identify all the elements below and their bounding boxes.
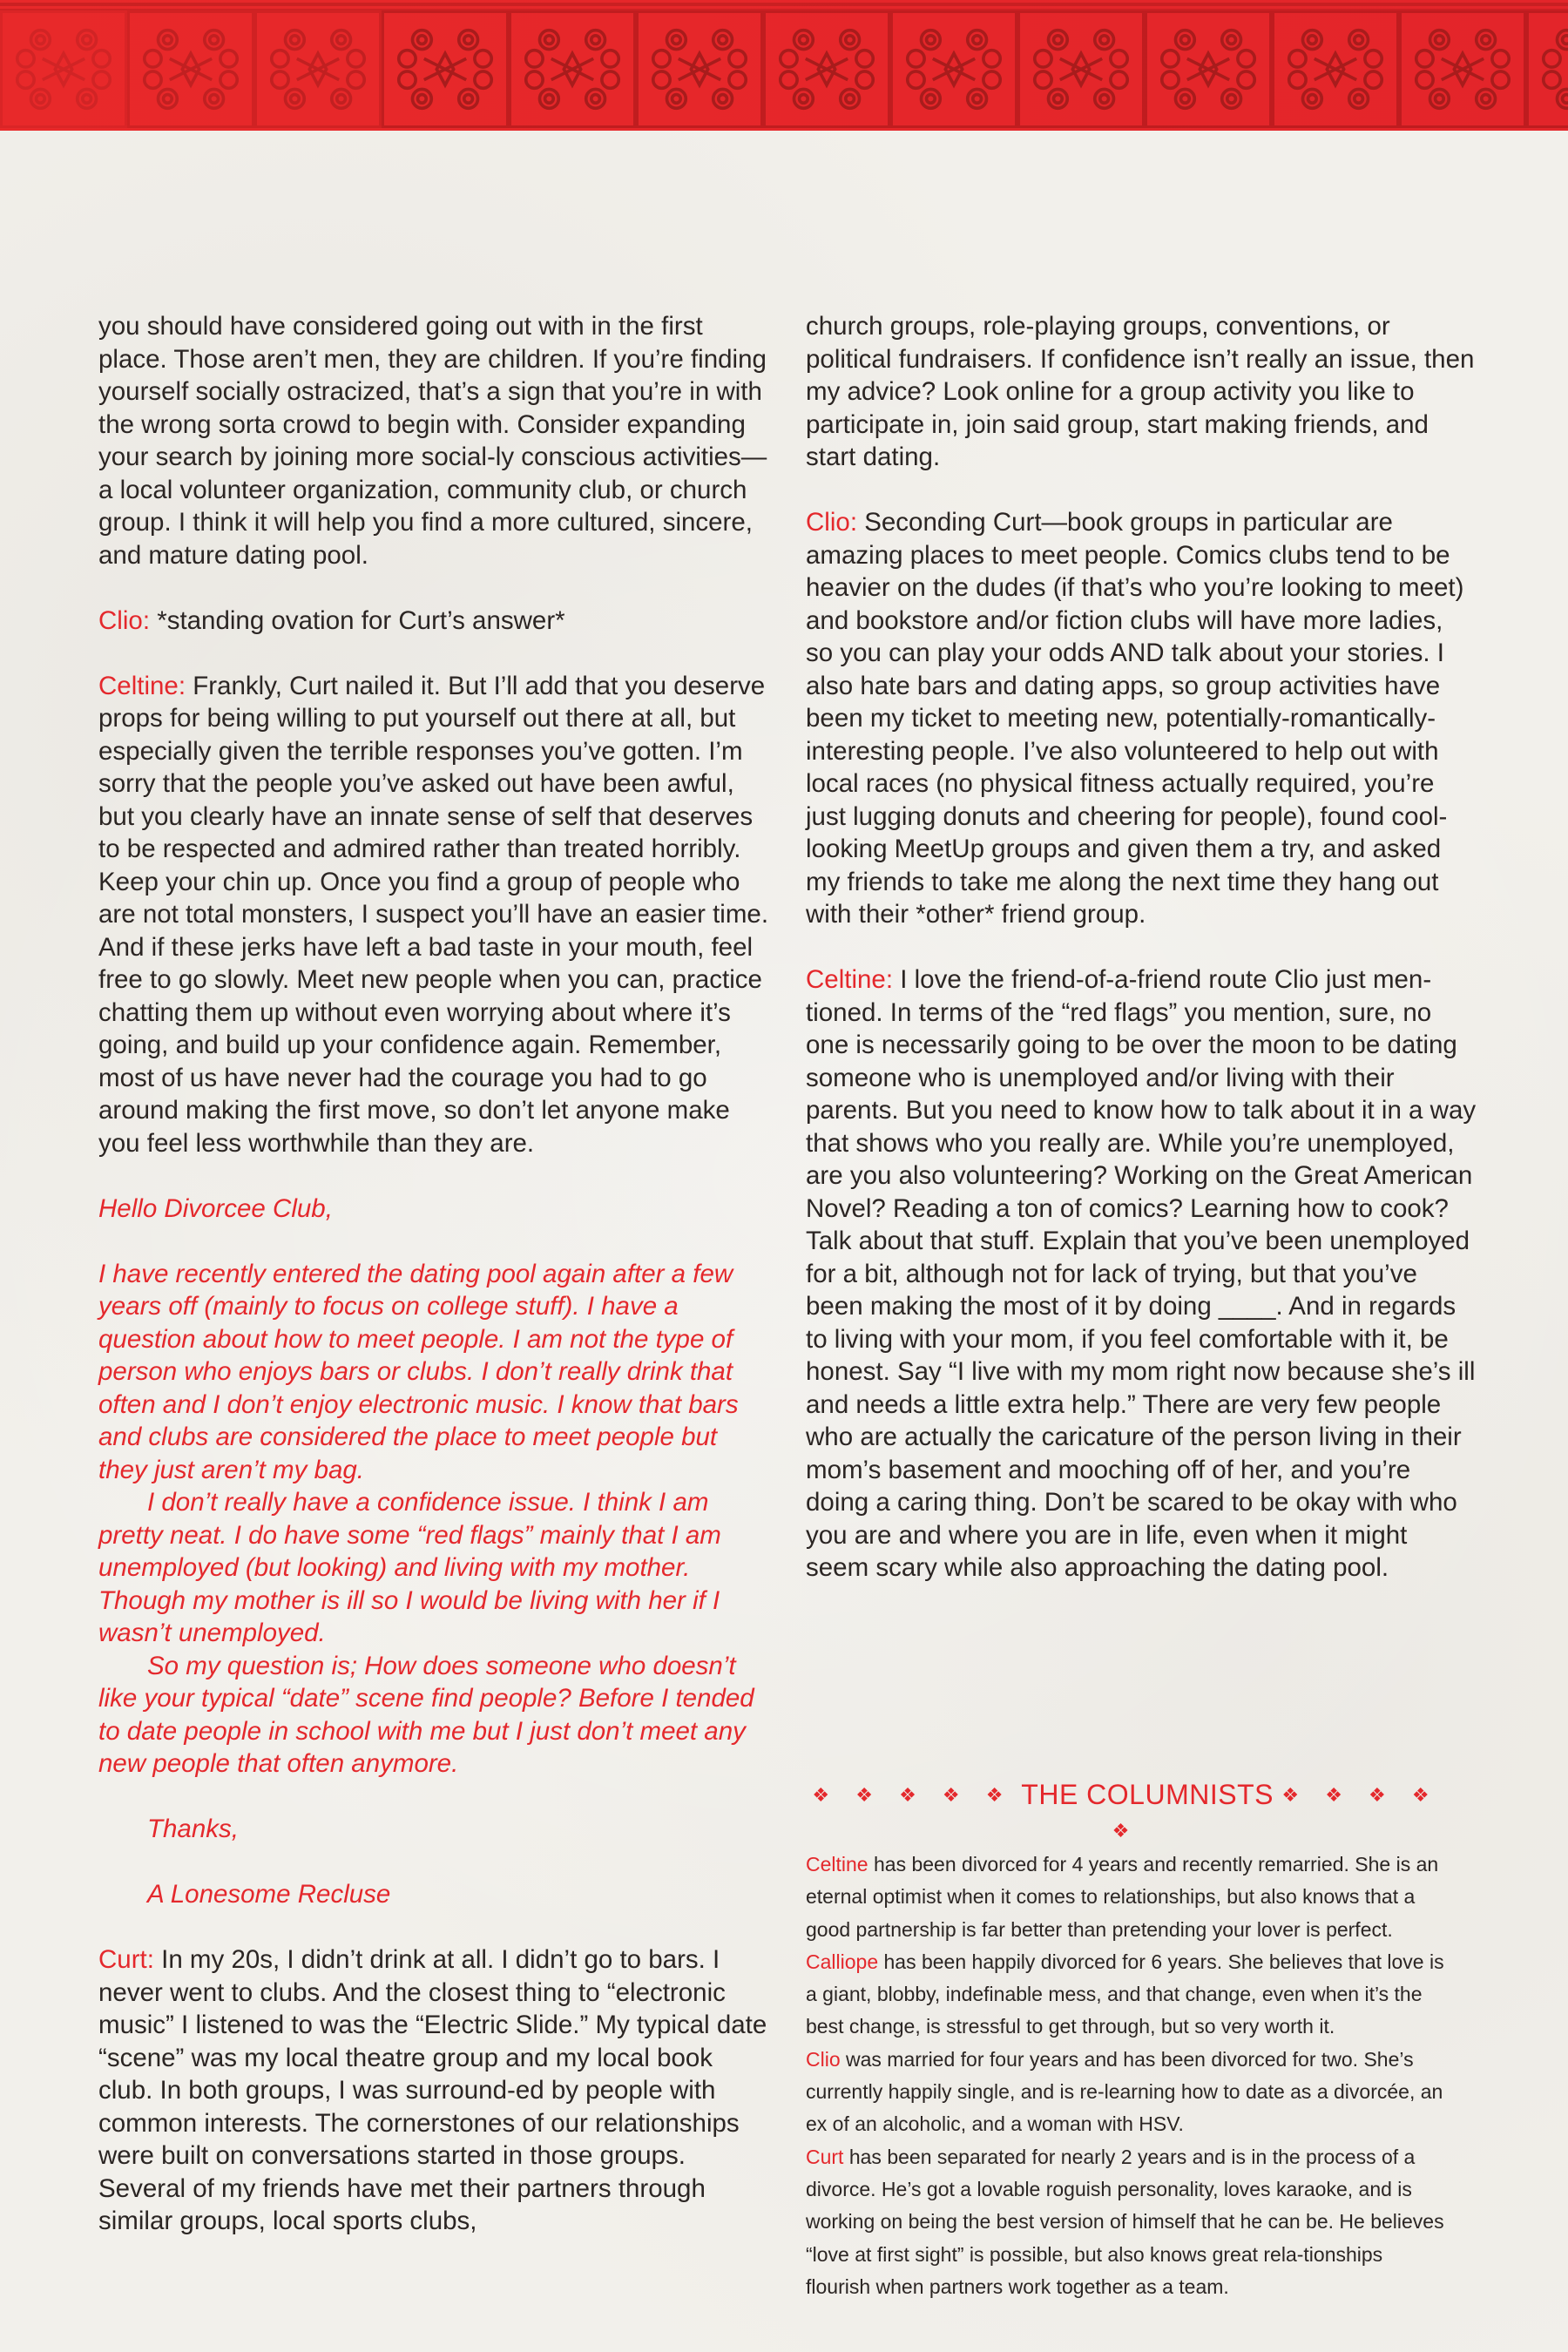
article-left-column bbox=[98, 310, 769, 2270]
columnist-name: Curt bbox=[806, 2145, 844, 2168]
header-rule bbox=[0, 3, 1568, 6]
diamond-ornament-icon: ❖ ❖ ❖ ❖ ❖ bbox=[812, 1784, 1014, 1806]
spiral-ornament-icon bbox=[890, 10, 1017, 128]
letter-paragraph: I don’t really have a confidence issue. I think I am pretty neat. I do have some “red flags” mainly that I am unemployed (but looking) and living with my mother. Though my mother is ill so I would be living with her if I wasn’t unemployed. bbox=[98, 1488, 721, 1647]
header-ornament-band bbox=[0, 0, 1568, 131]
columnists-section bbox=[806, 1777, 1446, 2303]
spiral-ornament-icon bbox=[254, 10, 382, 128]
spiral-ornament-icon bbox=[0, 10, 127, 128]
speaker-celtine: Celtine: bbox=[98, 671, 186, 700]
reply-text: I love the friend-of-a-friend route Clio just men-tioned. In terms of the “red flags” you mention, sure, no one is necessarily going to be over the moon to be dating someone who is unemployed and/or living with their parents. But you need to know how to talk about it in a way that shows who you really are. While you’re unemployed, are you also volunteering? Working on the Great American Novel? Reading a ton of comics? Learning how to cook? Talk about that stuff. Explain that you’ve been unemployed for a bit, although not for lack of trying, but that you’ve been making the most of it by doing ____. And in regards to living with your mom, if you feel comfortable with it, be honest. Say “I live with my mom right now because she’s ill and needs a little extra help.” There are very few people who are actually the caricature of the person living in their mom’s basement and mooching off of her, and you’re doing a caring thing. Don’t be scared to be okay with who you are and where you are in life, even when it might seem scary while also approaching the dating pool. bbox=[806, 965, 1477, 1582]
columnists-heading bbox=[806, 1777, 1446, 1848]
article-right-column bbox=[806, 310, 1477, 1617]
reply-text: Frankly, Curt nailed it. But I’ll add that you deserve props for being willing to put yourself out there at all, but especially given the terrible responses you’ve gotten. I’m sorry that the people you’ve asked out have been awful, but you clearly have an innate sense of self that deserves to be respected and admired rather than treated horribly. Keep your chin up. Once you find a group of people who are not total monsters, I suspect you’ll have an easier time. And if these jerks have left a bad taste in your mouth, feel free to go slowly. Meet new people when you can, practice chatting them up without even worrying about where it’s going, and build up your confidence again. Remember, most of us have never had the courage you had to go around making the first move, so don’t let anyone make you feel less worthwhile than they are. bbox=[98, 671, 769, 1158]
celtine-reply bbox=[98, 670, 769, 1160]
letter-closing: Thanks, bbox=[147, 1815, 239, 1843]
clio-reply bbox=[806, 506, 1477, 931]
letter-greeting: Hello Divorcee Club, bbox=[98, 1193, 333, 1223]
reply-text: Seconding Curt—book groups in particular are amazing places to meet people. Comics clubs tend to be heavier on the dudes (if that’s who you’re looking to meet) and bookstore and/or fiction clubs will have more ladies, so you can play your odds AND talk about your stories. I also hate bars and dating apps, so group activities have been my ticket to meeting new, potentially-romantically-interesting people. I’ve also volunteered to help out with local races (no physical fitness actually required, you’re just lugging donuts and cheering for people), found cool-looking MeetUp groups and given them a try, and asked my friends to take me along the next time they hang out with their *other* friend group. bbox=[806, 508, 1464, 929]
bio-text: has been separated for nearly 2 years and is in the process of a divorce. He’s got a lovable roguish personality, loves karaoke, and is working on being the best version of himself that he can be. He believes “love at first sight” is possible, but also knows great rela-tionships flourish when partners work together as a team. bbox=[806, 2145, 1444, 2298]
columnist-name: Clio bbox=[806, 2047, 841, 2071]
ornament-tiles bbox=[0, 10, 1568, 128]
spiral-ornament-icon bbox=[1399, 10, 1526, 128]
columnist-bio bbox=[806, 1946, 1446, 2044]
spiral-ornament-icon bbox=[127, 10, 254, 128]
columnist-name: Calliope bbox=[806, 1950, 879, 1973]
curt-reply-continued: church groups, role-playing groups, conventions, or political fundraisers. If confidence isn’t really an issue, then my advice? Look online for a group activity you like to participate in, join said group, start making friends, and start dating. bbox=[806, 312, 1475, 471]
reply-text: In my 20s, I didn’t drink at all. I didn’t go to bars. I never went to clubs. And the closest thing to “electronic music” I listened to was the “Electric Slide.” My typical date “scene” was my local theatre group and my local book club. In both groups, I was surround-ed by people with common interests. The cornerstones of our relationships were built on conversations started in those groups. Several of my friends have met their partners through similar groups, local sports clubs, bbox=[98, 1945, 767, 2235]
reader-letter bbox=[98, 1193, 769, 1911]
letter-paragraph: So my question is; How does someone who doesn’t like your typical “date” scene find people? Before I tended to date people in school with me but I just don’t meet any new people that often anymore. bbox=[98, 1651, 754, 1778]
speaker-curt: Curt: bbox=[98, 1945, 154, 1974]
bio-text: has been divorced for 4 years and recently remarried. She is an eternal optimist when it comes to relationships, but also knows that a good partnership is far better than pretending your lover is perfect. bbox=[806, 1853, 1439, 1941]
speaker-clio: Clio: bbox=[98, 605, 151, 635]
letter-signature: A Lonesome Recluse bbox=[147, 1880, 391, 1909]
spiral-ornament-icon bbox=[509, 10, 636, 128]
spiral-ornament-icon bbox=[1526, 10, 1568, 128]
curt-reply bbox=[98, 1943, 769, 2238]
columnist-bio bbox=[806, 2044, 1446, 2141]
clio-reply bbox=[98, 605, 769, 638]
columnist-bio bbox=[806, 1848, 1446, 1946]
section-title: THE COLUMNISTS bbox=[1021, 1779, 1274, 1810]
speaker-clio: Clio: bbox=[806, 508, 858, 537]
spiral-ornament-icon bbox=[1145, 10, 1272, 128]
columnist-name: Celtine bbox=[806, 1853, 868, 1876]
diamond-ornament-icon: ❖ ❖ ❖ ❖ ❖ bbox=[1112, 1784, 1440, 1842]
spiral-ornament-icon bbox=[382, 10, 509, 128]
spiral-ornament-icon bbox=[636, 10, 763, 128]
spiral-ornament-icon bbox=[1272, 10, 1399, 128]
letter-paragraph: I have recently entered the dating pool again after a few years off (mainly to focus on college stuff). I have a question about how to meet people. I am not the type of person who enjoys bars or clubs. I don’t really drink that often and I don’t enjoy electronic music. I know that bars and clubs are considered the place to meet people but they just aren’t my bag. bbox=[98, 1259, 739, 1484]
speaker-celtine: Celtine: bbox=[806, 965, 894, 994]
celtine-reply bbox=[806, 963, 1477, 1585]
spiral-ornament-icon bbox=[763, 10, 890, 128]
spiral-ornament-icon bbox=[1017, 10, 1145, 128]
reply-text: *standing ovation for Curt’s answer* bbox=[150, 605, 565, 635]
bio-text: was married for four years and has been divorced for two. She’s currently happily single, and is re-learning how to date as a divorcée, an ex of an alcoholic, and a woman with HSV. bbox=[806, 2047, 1443, 2136]
columnist-bio bbox=[806, 2141, 1446, 2303]
curt-answer-continued: you should have considered going out with in the first place. Those aren’t men, they are children. If you’re finding yourself socially ostracized, that’s a sign that you’re in with the wrong sorta crowd to begin with. Consider expanding your search by joining more social-ly conscious activities—a local volunteer organization, community club, or church group. I think it will help you find a more cultured, sincere, and mature dating pool. bbox=[98, 312, 767, 570]
bio-text: has been happily divorced for 6 years. She believes that love is a giant, blobby, indefinable mess, and that change, even when it’s the best change, is stressful to get through, but so very worth it. bbox=[806, 1950, 1444, 2038]
